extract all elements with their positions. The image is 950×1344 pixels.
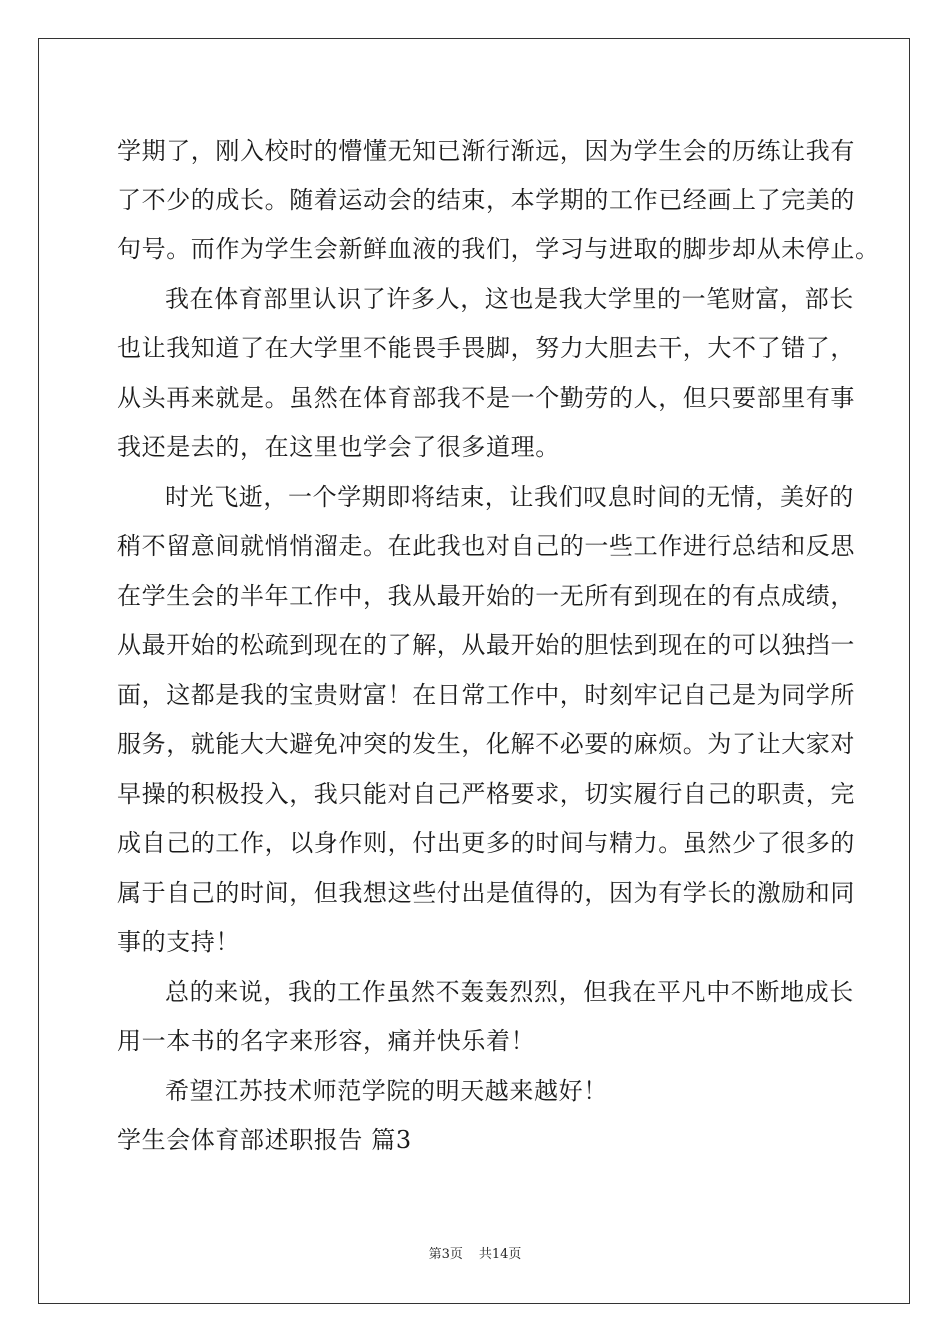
text-line: 了不少的成长。随着运动会的结束，本学期的工作已经画上了完美的 — [117, 186, 855, 214]
section-heading: 学生会体育部述职报告 篇3 — [117, 1126, 412, 1154]
text-line: 也让我知道了在大学里不能畏手畏脚，努力大胆去干，大不了错了， — [117, 334, 855, 362]
text-line: 从头再来就是。虽然在体育部我不是一个勤劳的人，但只要部里有事 — [117, 384, 855, 412]
paragraph-start-line: 我在体育部里认识了许多人，这也是我大学里的一笔财富，部长 — [165, 285, 854, 313]
text-line: 稍不留意间就悄悄溜走。在此我也对自己的一些工作进行总结和反思 — [117, 532, 855, 560]
text-line: 服务，就能大大避免冲突的发生，化解不必要的麻烦。为了让大家对 — [117, 730, 855, 758]
paragraph-start-line: 希望江苏技术师范学院的明天越来越好！ — [165, 1077, 608, 1105]
text-line: 我还是去的，在这里也学会了很多道理。 — [117, 433, 560, 461]
page-number: 第3页 — [428, 1247, 463, 1262]
paragraph-start-line: 时光飞逝，一个学期即将结束，让我们叹息时间的无情，美好的 — [165, 483, 854, 511]
text-line: 属于自己的时间，但我想这些付出是值得的，因为有学长的激励和同 — [117, 879, 855, 907]
page-total: 共14页 — [478, 1247, 522, 1262]
text-line: 用一本书的名字来形容，痛并快乐着！ — [117, 1027, 536, 1055]
page-footer — [0, 1246, 950, 1264]
text-line: 面，这都是我的宝贵财富！在日常工作中，时刻牢记自己是为同学所 — [117, 681, 855, 709]
text-line: 学期了，刚入校时的懵懂无知已渐行渐远，因为学生会的历练让我有 — [117, 137, 855, 165]
text-line: 成自己的工作，以身作则，付出更多的时间与精力。虽然少了很多的 — [117, 829, 855, 857]
paragraph-start-line: 总的来说，我的工作虽然不轰轰烈烈，但我在平凡中不断地成长 — [165, 978, 854, 1006]
text-line: 句号。而作为学生会新鲜血液的我们，学习与进取的脚步却从未停止。 — [117, 235, 880, 263]
text-line: 事的支持！ — [117, 928, 240, 956]
text-line: 早操的积极投入，我只能对自己严格要求，切实履行自己的职责，完 — [117, 780, 855, 808]
text-line: 从最开始的松疏到现在的了解，从最开始的胆怯到现在的可以独挡一 — [117, 631, 855, 659]
text-line: 在学生会的半年工作中，我从最开始的一无所有到现在的有点成绩， — [117, 582, 855, 610]
page-border — [38, 38, 910, 1304]
